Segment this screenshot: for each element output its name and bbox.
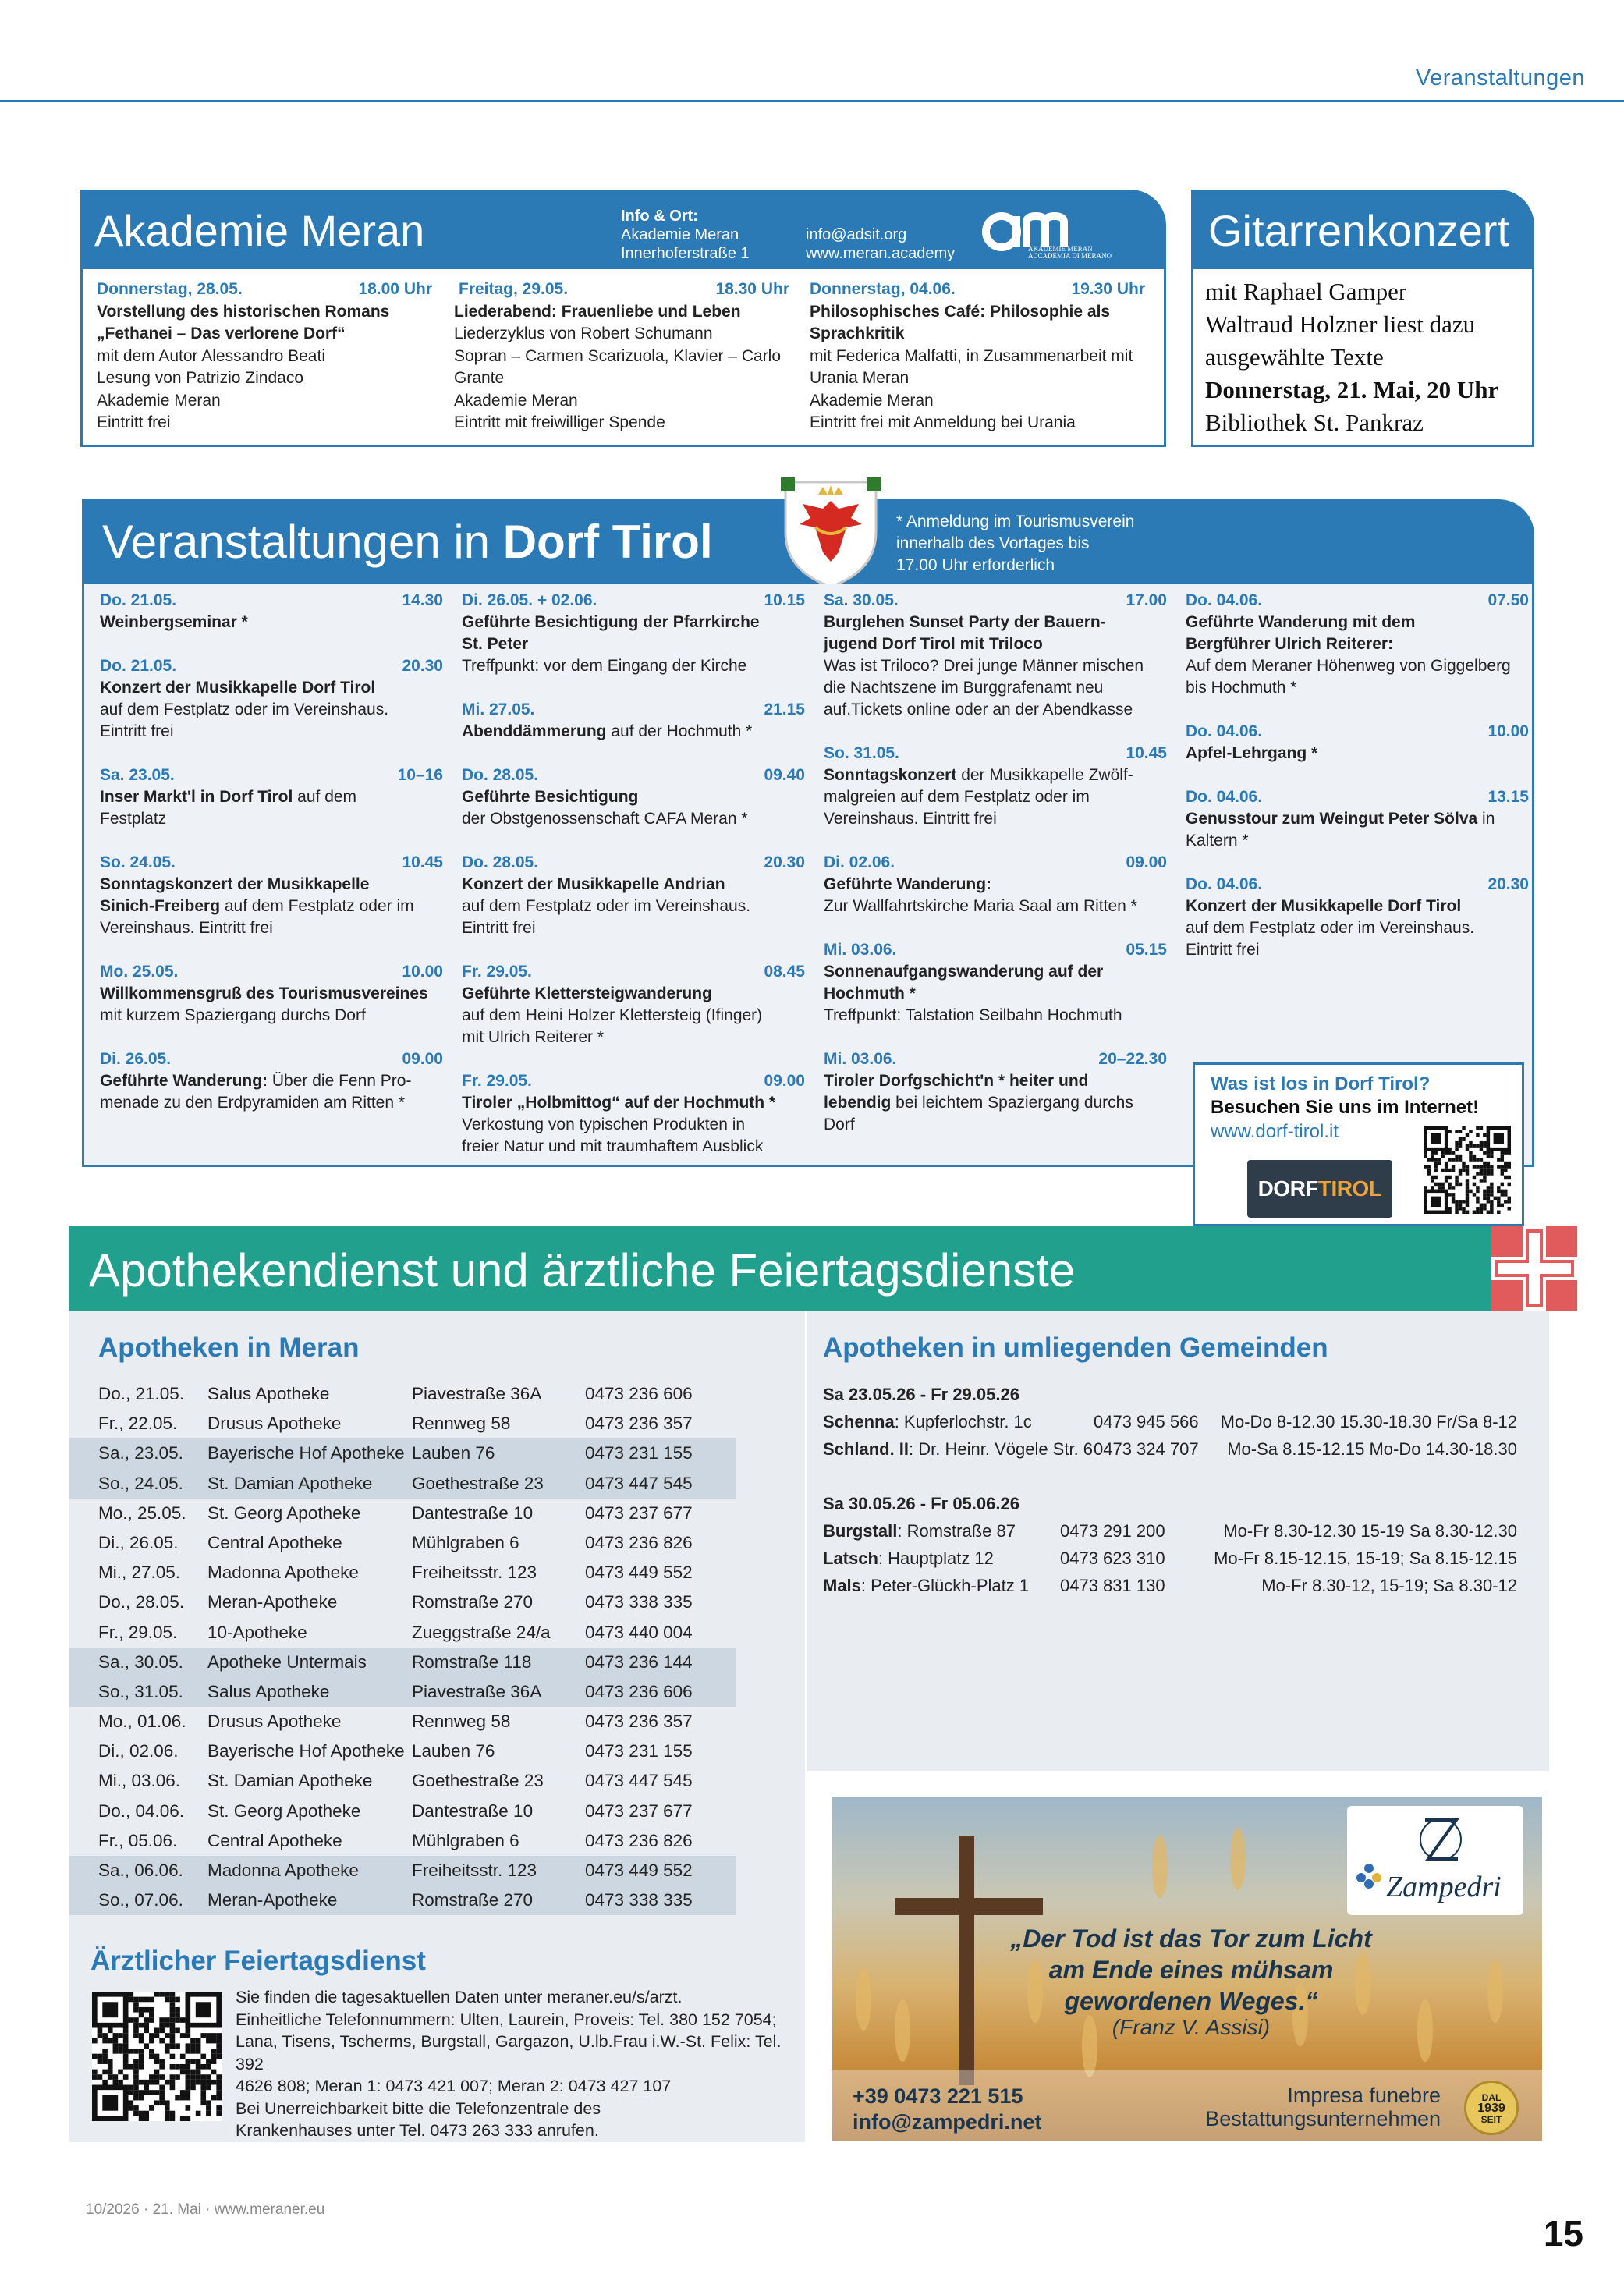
list-item: Schland. II: Dr. Heinr. Vögele Str. 6 0473 324 707 Mo-Sa 8.15-12.15 Mo-Do 14.30-18.30 [823,1439,1517,1459]
event-column [1186,590,1529,983]
table-cell-date: Mi., 03.06. [98,1771,181,1791]
table-cell-name: Meran-Apotheke [207,1890,338,1910]
akademie-web[interactable]: www.meran.academy [806,245,956,262]
akademie-events [80,269,1166,447]
list-item: Latsch: Hauptplatz 12 0473 623 310 Mo-Fr 8.15-12.15, 15-19; Sa 8.15-12.15 [823,1548,1517,1568]
svg-text:AKADEMIE MERAN: AKADEMIE MERAN [1028,245,1093,253]
svg-text:ACCADEMIA DI MERANO: ACCADEMIA DI MERANO [1028,252,1112,260]
table-row [69,1797,736,1826]
akademie-box [80,190,1166,447]
table-cell-name: Bayerische Hof Apotheke [207,1443,405,1463]
table-cell-phone: 0473 236 606 [585,1384,693,1403]
gitarren-header [1191,190,1534,269]
akademie-title: Akademie Meran [94,206,425,255]
table-cell-date: Di., 26.05. [98,1532,179,1552]
table-cell-address: Zueggstraße 24/a [412,1622,551,1642]
apotheken-header [69,1226,1549,1311]
table-cell-date: Sa., 06.06. [98,1861,183,1880]
table-cell-name: Madonna Apotheke [207,1861,359,1880]
event-item: Sa. 23.05. 10–16 Inser Markt'l in Dorf Tirol auf dem Festplatz [100,766,443,828]
table-row [69,1558,736,1587]
since-1939-seal: DAL 1939 SEIT [1464,2081,1519,2135]
event-item: Fr. 29.05. 09.00 Tiroler „Holbmittog“ auf der Hochmuth * Verkostung von typischen Produkten in freier Natur und mit traumhaftem Ausblick [462,1072,805,1155]
z-monogram-icon [1417,1812,1464,1867]
apotheken-title: Apothekendienst und ärztliche Feiertagsdienste [89,1244,1076,1297]
table-cell-address: Freiheitsstr. 123 [412,1861,537,1880]
table-cell-date: So., 24.05. [98,1473,183,1493]
ad-quote: „Der Tod ist das Tor zum Licht am Ende eines mühsam gewordenen Weges.“ [1010,1924,1372,2015]
event-item: Do. 04.06. 13.15 Genusstour zum Weingut Peter Sölva in Kaltern * [1186,788,1529,850]
table-row [69,1409,736,1438]
table-cell-date: Fr., 29.05. [98,1622,178,1642]
table-cell-address: Mühlgraben 6 [412,1830,519,1850]
table-cell-phone: 0473 236 357 [585,1712,693,1732]
event-item: Do. 04.06. 20.30 Konzert der Musikkapelle Dorf Tirol auf dem Festplatz oder im Vereinshaus. Eintritt frei [1186,875,1529,959]
table-cell-date: So., 31.05. [98,1681,183,1701]
table-cell-address: Goethestraße 23 [412,1473,544,1493]
gitarren-title: Gitarrenkonzert [1208,206,1509,255]
apotheken-table [69,1379,736,1915]
table-cell-address: Dantestraße 10 [412,1800,534,1821]
header-rule [0,100,1624,102]
akademie-event: Donnerstag, 04.06. 19.30 Uhr Philosophisches Café: Philosophie als Sprachkritik mit Federica Malfatti, in Zusammenarbeit mit Urania Meran Akademie Meran Eintritt frei mit Anmeldung bei Urania [810,280,1145,431]
page-number: 15 [1543,2213,1583,2254]
table-cell-phone: 0473 449 552 [585,1861,693,1880]
apotheken-umgebung-list: Sa 23.05.26 - Fr 29.05.26 Schenna: Kupferlochstr. 1c 0473 945 566 Mo-Do 8-12.30 15.30-18.30 Fr/Sa 8-12 Schland. II: Dr. Heinr. Vögele Str. 6 0473 324 707 Mo-Sa 8.15-12.15 Mo-Do 14.30-18.30 Sa 30.05.26 - Fr 05.06.26 Burgstall: Romstraße 87 0473 291 200 Mo-Fr 8.30-12.30 15-19 Sa 8.30-12.30 Latsch: Hauptplatz 12 0473 623 310 Mo-Fr 8.15-12.15, 15-19; Sa 8.15-12.15 Mals: Peter-Glückh-Platz 1 0473 831 130 Mo-Fr 8.30-12, 15-19; Sa 8.30-12 [823,1381,1517,1599]
table-cell-address: Dantestraße 10 [412,1502,534,1523]
table-cell-address: Romstraße 270 [412,1592,534,1612]
table-row [69,1438,736,1468]
dorf-tirol-note: * Anmeldung im Tourismusverein innerhalb des Vortages bis 17.00 Uhr erforderlich [896,513,1135,574]
table-cell-address: Romstraße 270 [412,1890,534,1910]
arzt-text: Sie finden die tagesaktuellen Daten unter meraner.eu/s/arzt. Einheitliche Telefonnummern: Ulten, Laurein, Proveis: Tel. 380 152 7054; Lana, Tisens, Tscherms, Burgstall, Gargazon, U.lb.Frau i.W.-St. Felix: Tel. 392 4626 808; Meran 1: 0473 421 007; Meran 2: 0473 427 107 Bei Unerreichbarkeit bitte die Telefonzentrale des Krankenhauses unter Tel. 0473 263 333 anrufen. [236,1988,782,2140]
event-item: Di. 26.05. + 02.06. 10.15 Geführte Besichtigung der Pfarrkirche St. Peter Treffpunkt: vor dem Eingang der Kirche [462,591,805,675]
table-cell-date: So., 07.06. [98,1890,183,1910]
table-cell-address: Goethestraße 23 [412,1771,544,1791]
list-item: Mals: Peter-Glückh-Platz 1 0473 831 130 Mo-Fr 8.30-12, 15-19; Sa 8.30-12 [823,1576,1517,1595]
footer-text: 10/2026 · 21. Mai · www.meraner.eu [86,2201,325,2218]
table-cell-phone: 0473 449 552 [585,1563,693,1583]
table-cell-date: Mi., 27.05. [98,1563,181,1583]
table-cell-name: Central Apotheke [207,1532,342,1552]
table-cell-date: Fr., 05.06. [98,1830,178,1850]
arzt-title: Ärztlicher Feiertagsdienst [90,1946,426,1976]
table-cell-date: Do., 04.06. [98,1800,185,1821]
event-item: Do. 04.06. 07.50 Geführte Wanderung mit dem Bergführer Ulrich Reiterer: Auf dem Meraner Höhenweg von Giggelberg bis Hochmuth * [1186,591,1529,697]
table-cell-date: Fr., 22.05. [98,1414,178,1434]
table-cell-phone: 0473 236 606 [585,1681,693,1701]
table-row [69,1707,736,1736]
akademie-event: Freitag, 29.05. 18.30 Uhr Liederabend: Frauenliebe und Leben Liederzyklus von Robert Schumann Sopran – Carmen Scarizuola, Klavier – Carlo Grante Akademie Meran Eintritt mit freiwilliger Spende [454,280,789,431]
table-cell-phone: 0473 236 826 [585,1830,693,1850]
table-cell-name: Drusus Apotheke [207,1712,342,1732]
table-row [69,1766,736,1796]
table-cell-date: Sa., 30.05. [98,1651,183,1672]
table-cell-address: Mühlgraben 6 [412,1532,519,1552]
zampedri-ad[interactable] [832,1797,1542,2141]
event-item: Mi. 03.06. 05.15 Sonnenaufgangswanderung auf der Hochmuth * Treffpunkt: Talstation Seilbahn Hochmuth [824,941,1167,1024]
table-cell-address: Romstraße 118 [412,1651,532,1672]
event-item: Sa. 30.05. 17.00 Burglehen Sunset Party der Bauern- jugend Dorf Tirol mit Triloco Was ist Triloco? Drei junge Männer mischen die Nachtszene im Burggrafenamt neu auf.Tickets online oder an der Abendkasse [824,591,1167,718]
table-row [69,1469,736,1499]
dorf-tirol-header [82,499,1534,584]
event-item: Mi. 27.05. 21.15 Abenddämmerung auf der Hochmuth * [462,701,805,740]
table-cell-name: St. Damian Apotheke [207,1473,373,1493]
event-item: Mo. 25.05. 10.00 Willkommensgruß des Tourismusvereines mit kurzem Spaziergang durchs Dorf [100,963,443,1024]
table-cell-name: St. Georg Apotheke [207,1502,361,1523]
medical-cross-icon [1491,1226,1577,1311]
dorf-tirol-link[interactable]: www.dorf-tirol.it [1211,1121,1339,1142]
event-item: Do. 28.05. 20.30 Konzert der Musikkapelle Andrian auf dem Festplatz oder im Vereinshaus. Eintritt frei [462,853,805,937]
dorf-tirol-logo: DORF TIROL [1247,1160,1392,1218]
table-cell-phone: 0473 440 004 [585,1622,693,1642]
table-row [69,1528,736,1558]
table-cell-date: Mo., 01.06. [98,1712,186,1732]
table-cell-phone: 0473 236 144 [585,1651,693,1672]
akademie-contact [806,225,955,263]
table-cell-date: Sa., 23.05. [98,1443,183,1463]
table-cell-name: Madonna Apotheke [207,1563,359,1583]
list-item: Schenna: Kupferlochstr. 1c 0473 945 566 Mo-Do 8-12.30 15.30-18.30 Fr/Sa 8-12 [823,1412,1517,1431]
table-cell-name: Bayerische Hof Apotheke [207,1741,405,1761]
tirol-crest-icon [781,477,881,590]
table-cell-date: Mo., 25.05. [98,1502,186,1523]
table-cell-phone: 0473 338 335 [585,1592,693,1612]
table-cell-phone: 0473 237 677 [585,1502,693,1523]
event-item: Mi. 03.06. 20–22.30 Tiroler Dorfgschicht'n * heiter und lebendig bei leichtem Spaziergang durchs Dorf [824,1050,1167,1133]
list-item: Burgstall: Romstraße 87 0473 291 200 Mo-Fr 8.30-12.30 15-19 Sa 8.30-12.30 [823,1521,1517,1541]
table-row [69,1677,736,1707]
dorf-tirol-web-box: Was ist los in Dorf Tirol? Besuchen Sie uns im Internet! www.dorf-tirol.it [1193,1062,1524,1226]
table-row [69,1618,736,1648]
table-cell-phone: 0473 338 335 [585,1890,693,1910]
table-cell-address: Piavestraße 36A [412,1384,542,1403]
table-cell-name: St. Damian Apotheke [207,1771,373,1791]
table-cell-phone: 0473 447 545 [585,1771,693,1791]
dorf-tirol-title: Veranstaltungen in Dorf Tirol [102,516,713,568]
section-title: Veranstaltungen [1415,66,1585,90]
event-column [462,590,805,1180]
table-row [69,1826,736,1856]
event-column [100,590,443,1136]
table-cell-address: Rennweg 58 [412,1414,511,1434]
ad-phone[interactable]: +39 0473 221 515 [853,2084,1023,2108]
table-cell-phone: 0473 236 357 [585,1414,693,1434]
table-cell-phone: 0473 237 677 [585,1800,693,1821]
table-cell-date: Do., 21.05. [98,1384,185,1403]
table-cell-address: Freiheitsstr. 123 [412,1563,537,1583]
table-cell-phone: 0473 236 826 [585,1532,693,1552]
table-cell-name: Salus Apotheke [207,1384,330,1403]
dorf-tirol-events [82,584,1534,1201]
table-cell-date: Do., 28.05. [98,1592,185,1612]
table-cell-phone: 0473 231 155 [585,1741,693,1761]
akademie-header [80,190,1166,269]
ad-email[interactable]: info@zampedri.net [853,2110,1042,2134]
zampedri-logo: Zampedri [1347,1806,1523,1915]
apotheken-umgebung-title: Apotheken in umliegenden Gemeinden [823,1332,1328,1363]
event-item: Fr. 29.05. 08.45 Geführte Klettersteigwanderung auf dem Heini Holzer Klettersteig (Ifinger) mit Ulrich Reiterer * [462,963,805,1046]
gitarren-text: mit Raphael Gamper Waltraud Holzner liest dazu ausgewählte Texte Donnerstag, 21. Mai, 20 Uhr Bibliothek St. Pankraz [1191,269,1534,447]
table-cell-date: Di., 02.06. [98,1741,179,1761]
flower-icon [1353,1861,1385,1892]
event-item: Do. 21.05. 20.30 Konzert der Musikkapelle Dorf Tirol auf dem Festplatz oder im Vereinshaus. Eintritt frei [100,657,443,740]
table-row [69,1856,736,1885]
table-row [69,1885,736,1915]
gitarren-box [1191,190,1534,447]
table-cell-address: Piavestraße 36A [412,1681,542,1701]
table-cell-address: Rennweg 58 [412,1712,511,1732]
event-item: Do. 28.05. 09.40 Geführte Besichtigung der Obstgenossenschaft CAFA Meran * [462,766,805,828]
table-cell-name: Salus Apotheke [207,1681,330,1701]
event-item: Do. 04.06. 10.00 Apfel-Lehrgang * [1186,722,1529,762]
table-cell-phone: 0473 447 545 [585,1473,693,1493]
table-cell-name: Apotheke Untermais [207,1651,367,1672]
table-cell-name: Central Apotheke [207,1830,342,1850]
table-row [69,1499,736,1528]
ad-firm: Impresa funebre Bestattungsunternehmen [1205,2084,1441,2130]
event-item: So. 24.05. 10.45 Sonntagskonzert der Musikkapelle Sinich-Freiberg auf dem Festplatz oder im Vereinshaus. Eintritt frei [100,853,443,937]
qr-code-icon[interactable] [92,1992,222,2121]
ad-quote-author: (Franz V. Assisi) [1112,2015,1271,2039]
akademie-email[interactable]: info@adsit.org [806,226,907,243]
table-cell-name: St. Georg Apotheke [207,1800,361,1821]
table-cell-name: Drusus Apotheke [207,1414,342,1434]
apotheken-meran-title: Apotheken in Meran [98,1332,360,1363]
table-cell-phone: 0473 231 155 [585,1443,693,1463]
event-item: Do. 21.05. 14.30 Weinbergseminar * [100,591,443,631]
table-row [69,1587,736,1617]
event-item: Di. 02.06. 09.00 Geführte Wanderung: Zur Wallfahrtskirche Maria Saal am Ritten * [824,853,1167,915]
qr-code-icon[interactable] [1424,1126,1511,1214]
table-cell-address: Lauben 76 [412,1741,495,1761]
table-row [69,1379,736,1409]
table-row [69,1648,736,1677]
table-cell-name: 10-Apotheke [207,1622,307,1642]
table-row [69,1736,736,1766]
dorf-tirol-box [82,499,1534,1201]
event-item: Di. 26.05. 09.00 Geführte Wanderung: Über die Fenn Pro- menade zu den Erdpyramiden am Ritten * [100,1050,443,1112]
akademie-event: Donnerstag, 28.05. 18.00 Uhr Vorstellung des historischen Romans „Fethanei – Das verlorene Dorf“ mit dem Autor Alessandro Beati Lesung von Patrizio Zindaco Akademie Meran Eintritt frei [97,280,432,431]
akademie-info: Info & Ort: Akademie Meran Innerhoferstraße 1 [621,208,750,262]
akademie-logo [981,211,1153,260]
table-cell-name: Meran-Apotheke [207,1592,338,1612]
ad-contact [853,2084,1041,2135]
event-item: So. 31.05. 10.45 Sonntagskonzert der Musikkapelle Zwölf- malgreien auf dem Festplatz oder im Vereinshaus. Eintritt frei [824,744,1167,828]
event-column [824,590,1167,1158]
table-cell-address: Lauben 76 [412,1443,495,1463]
